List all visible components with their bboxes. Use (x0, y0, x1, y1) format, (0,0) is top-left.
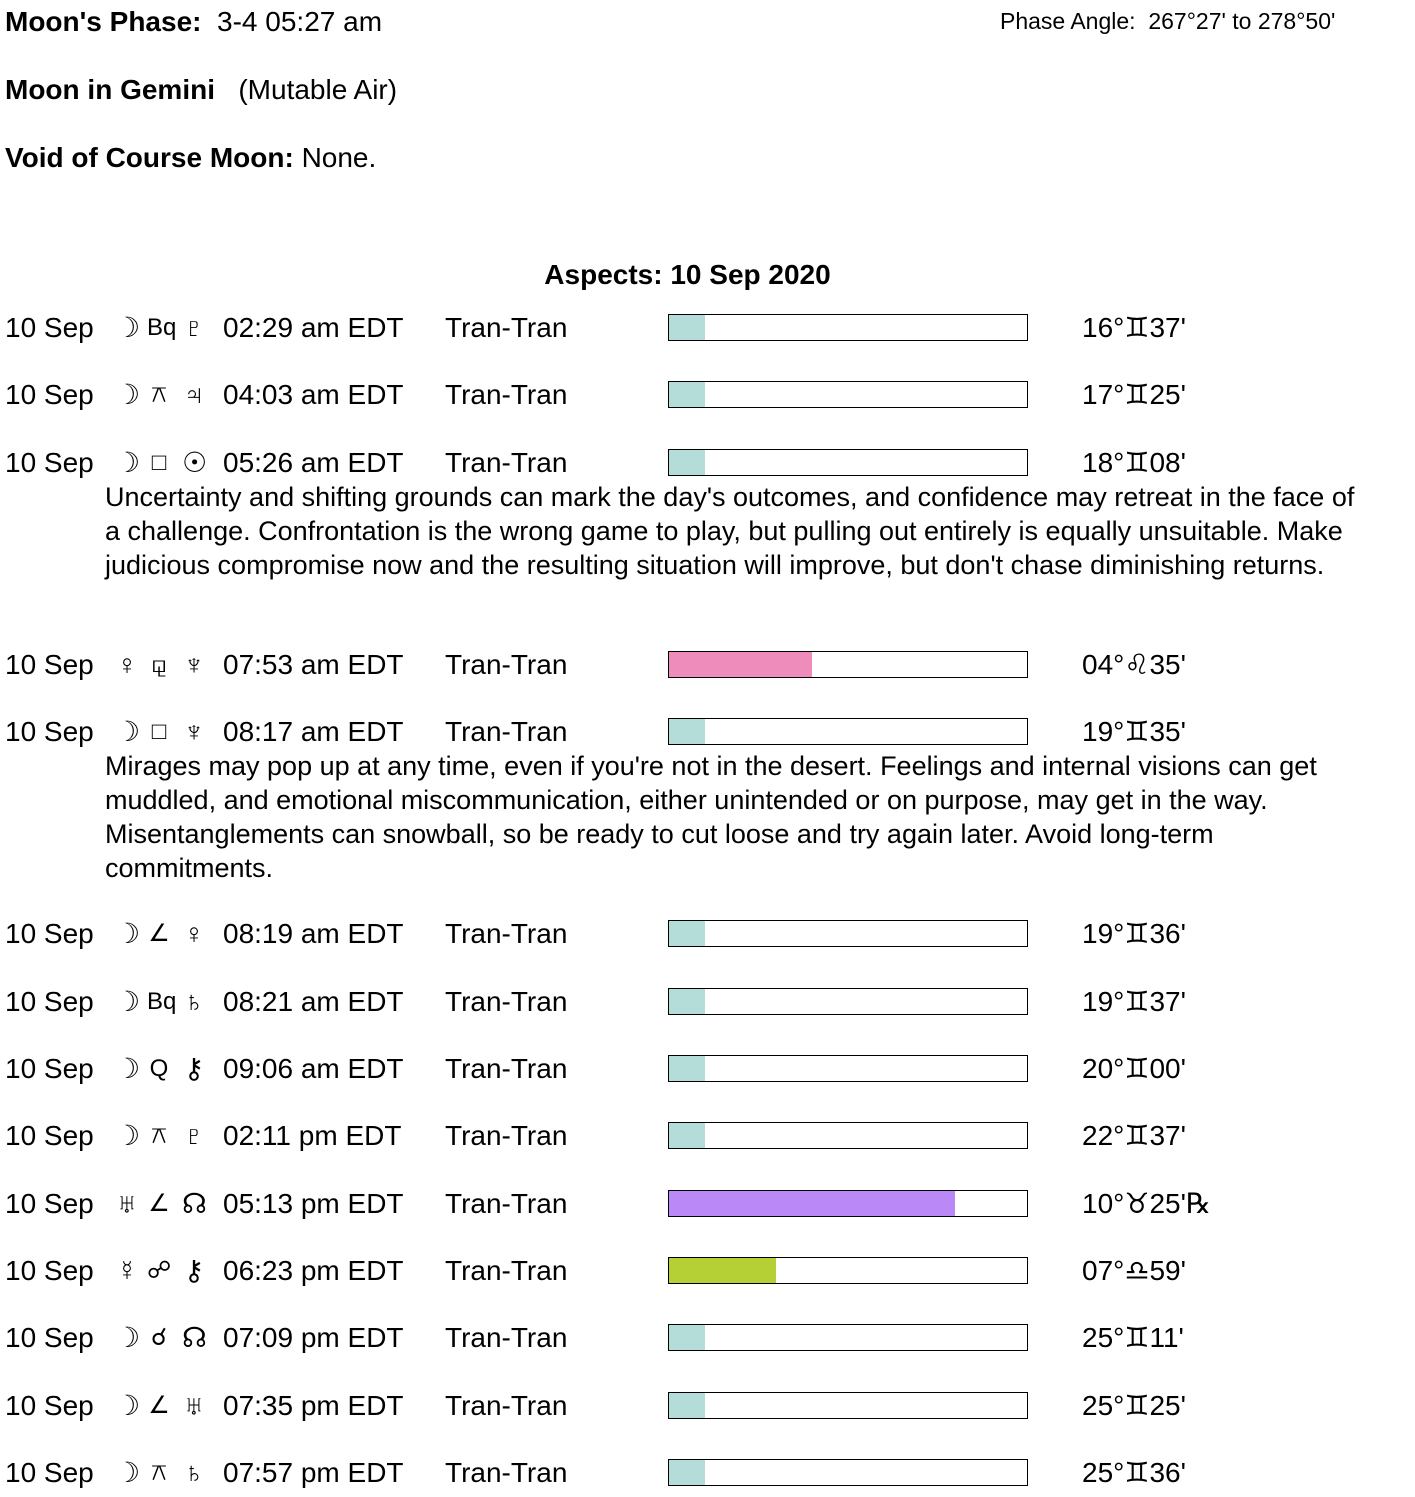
strength-bar (668, 449, 1028, 476)
aspect-time: 08:21 am EDT (223, 986, 404, 1017)
aspect-type: Tran-Tran (445, 1457, 568, 1488)
aspect-date: 10 Sep (5, 1188, 94, 1219)
aspect-type: Tran-Tran (445, 1322, 568, 1353)
aspect-time: 05:26 am EDT (223, 447, 404, 478)
strength-bar-fill (669, 1460, 705, 1485)
planet-2-glyph: ♄ (183, 986, 205, 1017)
strength-bar (668, 381, 1028, 408)
planet-2-glyph: ♃ (183, 379, 205, 410)
aspect-interpretation: Mirages may pop up at any time, even if you're not in the desert. Feelings and internal visions can get muddled, and emotional miscommunication, either unintended or on purpose, may get in the way. Misentanglements can snowball, so be ready to cut loose and try again later. Avoid long-term commitments. (105, 751, 1317, 883)
planet-1-glyph: ☽ (115, 1390, 141, 1421)
aspect-type: Tran-Tran (445, 649, 568, 680)
strength-bar (668, 988, 1028, 1015)
aspect-type: Tran-Tran (445, 986, 568, 1017)
aspect-glyph: ⚻ (151, 1122, 167, 1149)
aspect-row (0, 1187, 1415, 1221)
aspect-position: 19°♊36' (1082, 918, 1186, 949)
aspect-row (0, 446, 1415, 480)
aspect-glyph: □ (151, 449, 167, 476)
aspect-position: 19°♊37' (1082, 986, 1186, 1017)
aspect-glyph: Bq (147, 314, 177, 341)
planet-2-glyph: ♇ (183, 312, 205, 343)
strength-bar-fill (669, 1191, 955, 1216)
aspect-date: 10 Sep (5, 312, 94, 343)
strength-bar-fill (669, 1258, 776, 1283)
aspect-position: 25°♊36' (1082, 1457, 1186, 1488)
planet-1-glyph: ☽ (115, 1053, 141, 1084)
aspect-time: 09:06 am EDT (223, 1053, 404, 1084)
aspect-glyph: ⚻ (151, 381, 167, 408)
aspect-date: 10 Sep (5, 649, 94, 680)
aspect-glyph: ☍ (147, 1257, 172, 1284)
strength-bar-fill (669, 719, 705, 744)
aspect-interpretation: Uncertainty and shifting grounds can mark the day's outcomes, and confidence may retreat in the face of a challenge. Confrontation is the wrong game to play, but pulling out entirely is equally unsuitable. Make judicious compromise now and the resulting situation will improve, but don't chase diminishing returns. (105, 482, 1355, 580)
planet-2-glyph: ♀ (183, 918, 205, 949)
aspect-row (0, 1389, 1415, 1423)
aspect-position: 17°♊25' (1082, 379, 1186, 410)
strength-bar-fill (669, 1393, 705, 1418)
aspect-time: 07:53 am EDT (223, 649, 404, 680)
planet-2-glyph: ♆ (183, 716, 205, 747)
aspect-type: Tran-Tran (445, 1053, 568, 1084)
strength-bar-fill (669, 382, 705, 407)
strength-bar (668, 718, 1028, 745)
moon-phase-label: Moon's Phase: (5, 6, 202, 37)
planet-2-glyph: ⚷ (183, 1053, 205, 1084)
aspect-position: 25°♊25' (1082, 1390, 1186, 1421)
planet-2-glyph: ♇ (183, 1120, 205, 1151)
strength-bar-fill (669, 1325, 705, 1350)
planet-2-glyph: ☊ (182, 1188, 207, 1219)
aspect-time: 07:57 pm EDT (223, 1457, 404, 1488)
strength-bar-fill (669, 652, 812, 677)
aspect-row (0, 311, 1415, 345)
aspect-date: 10 Sep (5, 1390, 94, 1421)
aspect-time: 05:13 pm EDT (223, 1188, 404, 1219)
planet-2-glyph: ☊ (182, 1322, 207, 1353)
planet-1-glyph: ☽ (115, 379, 141, 410)
aspect-time: 07:35 pm EDT (223, 1390, 404, 1421)
aspect-date: 10 Sep (5, 1255, 94, 1286)
aspect-date: 10 Sep (5, 716, 94, 747)
aspect-position: 04°♌35' (1082, 649, 1186, 680)
aspect-glyph: ∠ (148, 1392, 170, 1419)
aspect-glyph: Q (149, 1055, 169, 1082)
moon-sign-value: (Mutable Air) (238, 74, 398, 105)
strength-bar-fill (669, 450, 705, 475)
moon-phase-value: 3-4 05:27 am (217, 6, 383, 37)
phase-angle-value: 267°27' to 278°50' (1148, 8, 1336, 34)
aspect-type: Tran-Tran (445, 447, 568, 478)
phase-angle-label: Phase Angle: (1000, 8, 1136, 34)
aspect-position: 25°♊11' (1082, 1322, 1184, 1353)
void-of-course-line (5, 142, 376, 174)
aspect-glyph: Bq (147, 988, 177, 1015)
aspect-row (0, 715, 1415, 749)
aspect-type: Tran-Tran (445, 1120, 568, 1151)
strength-bar-fill (669, 315, 705, 340)
aspect-date: 10 Sep (5, 986, 94, 1017)
aspect-type: Tran-Tran (445, 918, 568, 949)
planet-1-glyph: ☽ (115, 918, 141, 949)
aspect-type: Tran-Tran (445, 312, 568, 343)
strength-bar (668, 1190, 1028, 1217)
strength-bar (668, 651, 1028, 678)
aspect-row (0, 1052, 1415, 1086)
void-of-course-value: None. (301, 142, 377, 173)
aspect-type: Tran-Tran (445, 1390, 568, 1421)
strength-bar-fill (669, 989, 705, 1014)
aspect-time: 04:03 am EDT (223, 379, 404, 410)
aspect-row (0, 985, 1415, 1019)
void-of-course-label: Void of Course Moon: (5, 142, 294, 173)
moon-phase-line (5, 6, 382, 38)
aspect-time: 02:11 pm EDT (223, 1120, 402, 1151)
planet-1-glyph: ☽ (115, 1322, 141, 1353)
planet-1-glyph: ☽ (115, 716, 141, 747)
planet-1-glyph: ☿ (116, 1255, 138, 1286)
aspect-type: Tran-Tran (445, 1188, 568, 1219)
aspect-row (0, 648, 1415, 682)
aspect-type: Tran-Tran (445, 1255, 568, 1286)
aspect-time: 02:29 am EDT (223, 312, 404, 343)
aspect-type: Tran-Tran (445, 379, 568, 410)
strength-bar (668, 1122, 1028, 1149)
aspect-position: 22°♊37' (1082, 1120, 1186, 1151)
aspect-time: 08:17 am EDT (223, 716, 404, 747)
aspect-date: 10 Sep (5, 1120, 94, 1151)
planet-2-glyph: ♄ (183, 1457, 205, 1488)
aspect-row (0, 378, 1415, 412)
planet-2-glyph: ♆ (183, 649, 205, 680)
strength-bar (668, 920, 1028, 947)
planet-1-glyph: ☽ (115, 986, 141, 1017)
aspect-row (0, 917, 1415, 951)
aspect-row (0, 1321, 1415, 1355)
aspect-glyph: □ (151, 718, 167, 745)
planet-1-glyph: ☽ (115, 1457, 141, 1488)
aspect-date: 10 Sep (5, 1457, 94, 1488)
aspect-row (0, 1254, 1415, 1288)
aspect-position: 07°♎59' (1082, 1255, 1186, 1286)
phase-angle (1000, 8, 1335, 35)
strength-bar (668, 314, 1028, 341)
aspect-date: 10 Sep (5, 1053, 94, 1084)
aspect-row (0, 1456, 1415, 1490)
aspect-position: 10°♉25'℞ (1082, 1188, 1212, 1219)
aspect-date: 10 Sep (5, 1322, 94, 1353)
strength-bar (668, 1392, 1028, 1419)
planet-1-glyph: ☽ (115, 1120, 141, 1151)
strength-bar-fill (669, 1056, 705, 1081)
aspect-position: 16°♊37' (1082, 312, 1186, 343)
planet-1-glyph: ♀ (116, 649, 138, 680)
moon-sign-label: Moon in Gemini (5, 74, 215, 105)
aspect-date: 10 Sep (5, 379, 94, 410)
planet-2-glyph: ☉ (182, 447, 208, 478)
aspect-date: 10 Sep (5, 918, 94, 949)
strength-bar (668, 1459, 1028, 1486)
strength-bar (668, 1324, 1028, 1351)
strength-bar (668, 1257, 1028, 1284)
aspect-time: 08:19 am EDT (223, 918, 404, 949)
aspect-position: 19°♊35' (1082, 716, 1186, 747)
aspect-glyph: ⚻ (151, 1459, 167, 1486)
aspect-position: 20°♊00' (1082, 1053, 1186, 1084)
aspect-position: 18°♊08' (1082, 447, 1186, 478)
aspect-glyph: ☌ (150, 1324, 168, 1351)
aspects-title: Aspects: 10 Sep 2020 (544, 259, 831, 290)
strength-bar-fill (669, 1123, 705, 1148)
aspect-glyph: ⚼ (150, 651, 168, 678)
planet-1-glyph: ☽ (115, 312, 141, 343)
aspect-type: Tran-Tran (445, 716, 568, 747)
strength-bar-fill (669, 921, 705, 946)
aspect-time: 07:09 pm EDT (223, 1322, 404, 1353)
planet-2-glyph: ♅ (183, 1390, 205, 1421)
strength-bar (668, 1055, 1028, 1082)
aspect-glyph: ∠ (148, 1190, 170, 1217)
moon-sign-line (5, 74, 397, 106)
planet-1-glyph: ☽ (115, 447, 141, 478)
planet-2-glyph: ⚷ (183, 1255, 205, 1286)
aspect-time: 06:23 pm EDT (223, 1255, 404, 1286)
aspect-date: 10 Sep (5, 447, 94, 478)
aspect-glyph: ∠ (148, 920, 170, 947)
planet-1-glyph: ♅ (116, 1188, 138, 1219)
aspect-row (0, 1119, 1415, 1153)
